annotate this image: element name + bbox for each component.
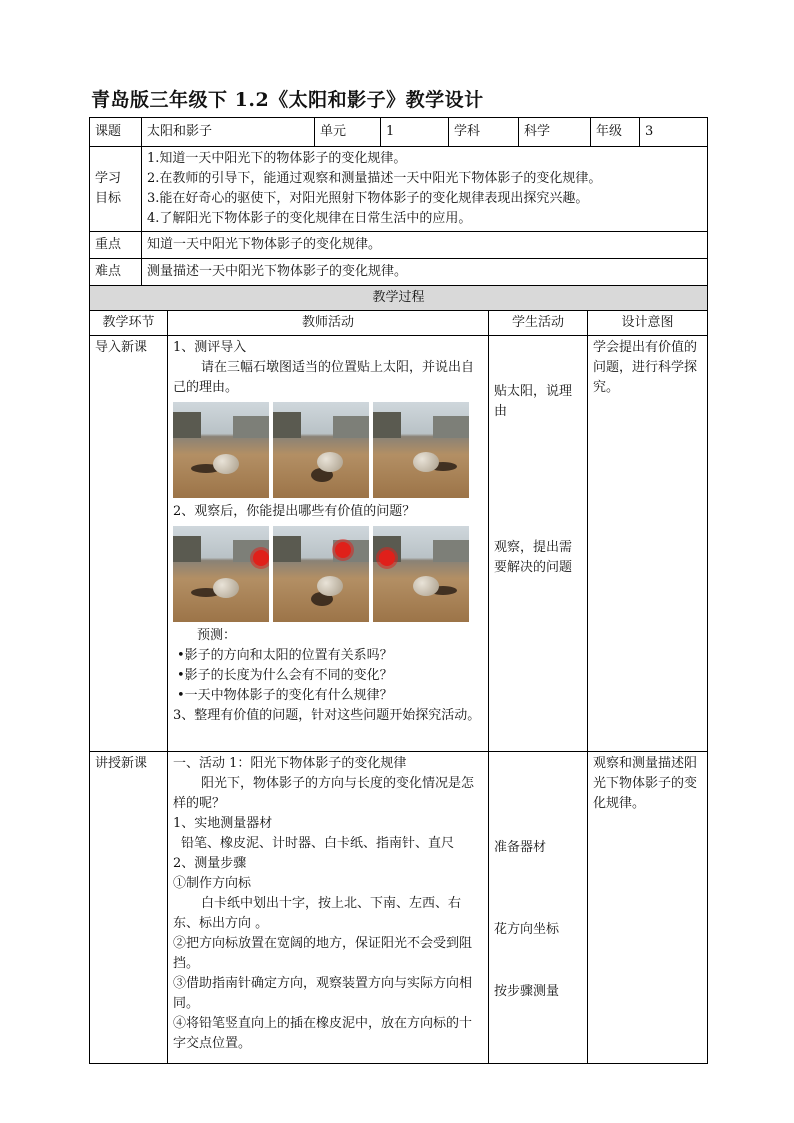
stone-photo (373, 402, 469, 498)
difficulty-text: 测量描述一天中阳光下物体影子的变化规律。 (142, 259, 708, 286)
teacher-activity: 一、活动 1：阳光下物体影子的变化规律 阳光下，物体影子的方向与长度的变化情况是怎样的呢？ 1、实地测量器材 铅笔、橡皮泥、计时器、白卡纸、指南针、直尺 2、测量步骤 ①制作方向标 白卡纸中划出十字，按上北、下南、左西、右东、标出方向 。 ②把方向标放置在宽阔的地方，保证阳光不会受到阻挡。 ③借助指南针确定方向，观察装置方向与实际方向相同。 ④将铅笔竖直向上的插在橡皮泥中，放在方向标的十字交点位置。 (168, 752, 489, 1064)
goal-item: 1.知道一天中阳光下的物体影子的变化规律。 (147, 151, 407, 166)
process-table (89, 285, 708, 1064)
stone-photo (273, 402, 369, 498)
student-activity: 贴太阳，说理由 观察，提出需要解决的问题 (489, 336, 588, 752)
sun-icon (253, 550, 269, 566)
photo-row-2 (173, 526, 483, 622)
lesson-row (90, 752, 708, 1064)
prediction-item: •影子的方向和太阳的位置有关系吗？ (177, 648, 393, 663)
photo-row-1 (173, 402, 483, 498)
page-title: 青岛版三年级下 1.2《太阳和影子》教学设计 (91, 89, 484, 111)
column-header: 教师活动 (168, 311, 489, 336)
course-label: 课题 (90, 118, 142, 147)
intro-row (90, 336, 708, 752)
subject-value: 科学 (519, 118, 591, 147)
process-header: 教学过程 (90, 286, 708, 311)
stone-photo-with-sun (373, 526, 469, 622)
column-header-row (90, 311, 708, 336)
sun-icon (335, 542, 351, 558)
goal-item: 2.在教师的引导下，能通过观察和测量描述一天中阳光下物体影子的变化规律。 (147, 171, 602, 186)
prediction-item: •一天中物体影子的变化有什么规律？ (177, 688, 393, 703)
goals-label: 学习 目标 (90, 147, 142, 232)
sun-icon (379, 550, 395, 566)
grade-label: 年级 (591, 118, 640, 147)
goals-row (90, 147, 708, 232)
stage-label: 讲授新课 (90, 752, 168, 1064)
stone-photo-with-sun (273, 526, 369, 622)
key-point-label: 重点 (90, 232, 142, 259)
teacher-activity: 1、测评导入 请在三幅石墩图适当的位置贴上太阳，并说出自己的理由。 2、观察后，你能提出哪些有价值的问题？ 预测： •影子的方向和太阳的位置有关系吗？ •影子的长度为什么会有不同的变化？ •一天中物体影子的变化有什么规律？ 3、整理有价值的问题，针对这些问题开始探究活动。 (168, 336, 489, 752)
column-header: 设计意图 (588, 311, 708, 336)
difficulty-row (90, 259, 708, 286)
subject-label: 学科 (449, 118, 519, 147)
unit-label: 单元 (315, 118, 381, 147)
grade-value: 3 (640, 118, 708, 147)
goal-item: 3.能在好奇心的驱使下，对阳光照射下物体影子的变化规律表现出探究兴趣。 (147, 191, 589, 206)
key-point-text: 知道一天中阳光下物体影子的变化规律。 (142, 232, 708, 259)
stone-photo (173, 402, 269, 498)
student-activity: 准备器材 花方向坐标 按步骤测量 (489, 752, 588, 1064)
design-intent: 学会提出有价值的问题，进行科学探究。 (588, 336, 708, 752)
goals-list (142, 147, 708, 232)
info-table (89, 117, 708, 286)
key-point-row (90, 232, 708, 259)
column-header: 学生活动 (489, 311, 588, 336)
prediction-item: •影子的长度为什么会有不同的变化？ (177, 668, 393, 683)
course-value: 太阳和影子 (142, 118, 315, 147)
info-row (90, 118, 708, 147)
column-header: 教学环节 (90, 311, 168, 336)
design-intent: 观察和测量描述阳光下物体影子的变化规律。 (588, 752, 708, 1064)
goal-item: 4.了解阳光下物体影子的变化规律在日常生活中的应用。 (147, 211, 472, 226)
stage-label: 导入新课 (90, 336, 168, 752)
difficulty-label: 难点 (90, 259, 142, 286)
stone-photo-with-sun (173, 526, 269, 622)
unit-value: 1 (381, 118, 449, 147)
